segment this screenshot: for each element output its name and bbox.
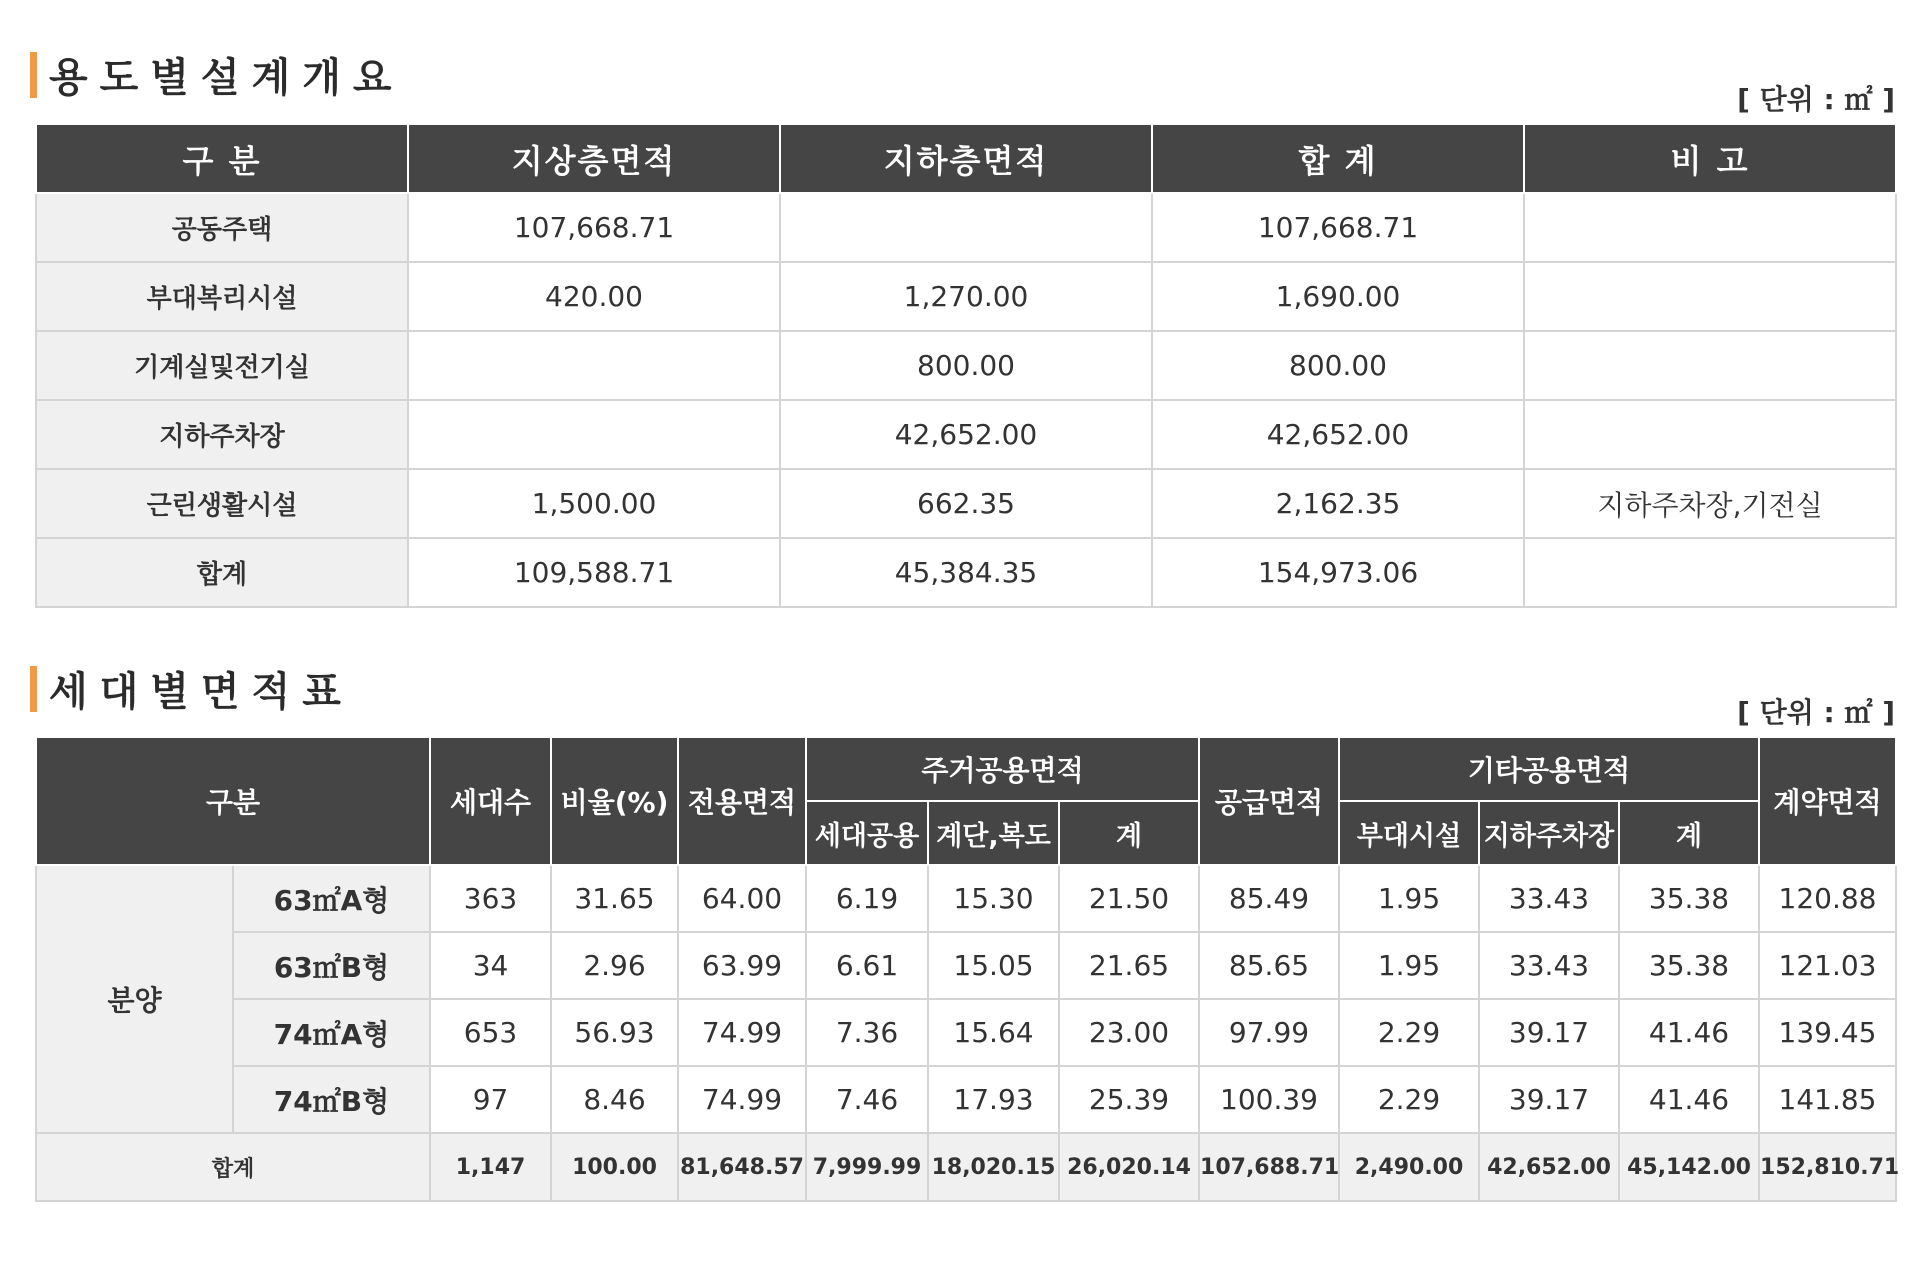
- usage-design-overview-table: [35, 123, 1897, 608]
- section1-unit: [ 단위 : ㎡ ]: [1737, 83, 1895, 116]
- cell: 2,490.00: [1339, 1133, 1479, 1201]
- cell: 74.99: [678, 1066, 806, 1133]
- cell: 15.64: [928, 999, 1059, 1066]
- cell: 64.00: [678, 865, 806, 932]
- cell: 25.39: [1059, 1066, 1199, 1133]
- section2-unit: [ 단위 : ㎡ ]: [1737, 696, 1895, 729]
- cell: [408, 331, 780, 400]
- cell: 6.61: [806, 932, 928, 999]
- cell: 97: [430, 1066, 551, 1133]
- cell: 41.46: [1619, 1066, 1759, 1133]
- cell: 23.00: [1059, 999, 1199, 1066]
- section2-title: [30, 660, 353, 717]
- cell: 15.30: [928, 865, 1059, 932]
- table-row-total: [36, 1133, 1896, 1201]
- header-oc-parking: 지하주차장: [1479, 801, 1619, 865]
- cell: 100.00: [551, 1133, 678, 1201]
- cell: 2,162.35: [1152, 469, 1524, 538]
- cell: 2.29: [1339, 1066, 1479, 1133]
- cell: 800.00: [1152, 331, 1524, 400]
- cell: [1524, 331, 1896, 400]
- table-row: [36, 262, 1896, 331]
- cell: 107,668.71: [1152, 193, 1524, 262]
- cell: 152,810.71: [1759, 1133, 1896, 1201]
- cell: 33.43: [1479, 932, 1619, 999]
- group-label: 분양: [36, 865, 233, 1133]
- cell: 35.38: [1619, 932, 1759, 999]
- cell: 100.39: [1199, 1066, 1339, 1133]
- cell: 63.99: [678, 932, 806, 999]
- row-label: 지하주차장: [36, 400, 408, 469]
- table-row: [36, 400, 1896, 469]
- cell: 33.43: [1479, 865, 1619, 932]
- table-row: [36, 331, 1896, 400]
- header-gubun: 구분: [36, 737, 430, 865]
- row-label: 합계: [36, 538, 408, 607]
- header-supply-area: 공급면적: [1199, 737, 1339, 865]
- cell: 31.65: [551, 865, 678, 932]
- header-remarks: 비 고: [1524, 124, 1896, 193]
- cell: 107,668.71: [408, 193, 780, 262]
- cell: 7.36: [806, 999, 928, 1066]
- total-label: 합계: [36, 1133, 430, 1201]
- section2-title-text: 세대별면적표: [49, 669, 353, 715]
- unit-type: 63㎡A형: [233, 865, 430, 932]
- table-header-row: [36, 737, 1896, 801]
- cell: 97.99: [1199, 999, 1339, 1066]
- cell: 74.99: [678, 999, 806, 1066]
- cell: 6.19: [806, 865, 928, 932]
- cell: [1524, 400, 1896, 469]
- header-ratio: 비율(%): [551, 737, 678, 865]
- cell: 35.38: [1619, 865, 1759, 932]
- cell: 15.05: [928, 932, 1059, 999]
- header-oc-facility: 부대시설: [1339, 801, 1479, 865]
- cell: 121.03: [1759, 932, 1896, 999]
- unit-type: 74㎡A형: [233, 999, 430, 1066]
- table-row: [36, 1066, 1896, 1133]
- header-above-ground: 지상층면적: [408, 124, 780, 193]
- header-gubun: 구 분: [36, 124, 408, 193]
- cell: 107,688.71: [1199, 1133, 1339, 1201]
- cell: 120.88: [1759, 865, 1896, 932]
- section1-title: [30, 46, 403, 103]
- cell: 85.65: [1199, 932, 1339, 999]
- cell: 45,384.35: [780, 538, 1152, 607]
- table-row: [36, 469, 1896, 538]
- cell: 45,142.00: [1619, 1133, 1759, 1201]
- cell: 1,270.00: [780, 262, 1152, 331]
- cell: [408, 400, 780, 469]
- row-label: 공동주택: [36, 193, 408, 262]
- cell: 39.17: [1479, 999, 1619, 1066]
- cell: 42,652.00: [780, 400, 1152, 469]
- cell: 2.96: [551, 932, 678, 999]
- row-label: 근린생활시설: [36, 469, 408, 538]
- cell: 139.45: [1759, 999, 1896, 1066]
- cell: [780, 193, 1152, 262]
- cell: 662.35: [780, 469, 1152, 538]
- cell: 39.17: [1479, 1066, 1619, 1133]
- cell: 1,500.00: [408, 469, 780, 538]
- header-residential-common: 주거공용면적: [806, 737, 1199, 801]
- cell: 653: [430, 999, 551, 1066]
- table-row: [36, 999, 1896, 1066]
- row-label: 부대복리시설: [36, 262, 408, 331]
- cell: 1,147: [430, 1133, 551, 1201]
- cell: 21.50: [1059, 865, 1199, 932]
- cell: 42,652.00: [1152, 400, 1524, 469]
- cell: 1,690.00: [1152, 262, 1524, 331]
- header-other-common: 기타공용면적: [1339, 737, 1759, 801]
- unit-type: 74㎡B형: [233, 1066, 430, 1133]
- header-rc-sum: 계: [1059, 801, 1199, 865]
- title-accent-bar: [30, 666, 37, 712]
- cell: 34: [430, 932, 551, 999]
- cell: [1524, 262, 1896, 331]
- cell: 17.93: [928, 1066, 1059, 1133]
- cell: 8.46: [551, 1066, 678, 1133]
- cell: 7.46: [806, 1066, 928, 1133]
- title-accent-bar: [30, 52, 37, 98]
- cell: 7,999.99: [806, 1133, 928, 1201]
- cell: 363: [430, 865, 551, 932]
- header-rc-stairs: 계단,복도: [928, 801, 1059, 865]
- cell: 154,973.06: [1152, 538, 1524, 607]
- section1-title-text: 용도별설계개요: [49, 55, 404, 101]
- header-total: 합 계: [1152, 124, 1524, 193]
- header-underground: 지하층면적: [780, 124, 1152, 193]
- cell: 18,020.15: [928, 1133, 1059, 1201]
- unit-type: 63㎡B형: [233, 932, 430, 999]
- household-area-table: [35, 736, 1900, 1202]
- cell: 420.00: [408, 262, 780, 331]
- row-label: 기계실및전기실: [36, 331, 408, 400]
- cell: 109,588.71: [408, 538, 780, 607]
- cell: 85.49: [1199, 865, 1339, 932]
- cell: 141.85: [1759, 1066, 1896, 1133]
- cell: 41.46: [1619, 999, 1759, 1066]
- cell: 2.29: [1339, 999, 1479, 1066]
- cell: 21.65: [1059, 932, 1199, 999]
- cell: 800.00: [780, 331, 1152, 400]
- table-row: [36, 865, 1896, 932]
- table-row: [36, 193, 1896, 262]
- cell: 지하주차장,기전실: [1524, 469, 1896, 538]
- header-rc-household: 세대공용: [806, 801, 928, 865]
- header-households: 세대수: [430, 737, 551, 865]
- header-exclusive-area: 전용면적: [678, 737, 806, 865]
- table-header-row: [36, 124, 1896, 193]
- table-row: [36, 932, 1896, 999]
- cell: 81,648.57: [678, 1133, 806, 1201]
- cell: 26,020.14: [1059, 1133, 1199, 1201]
- cell: 56.93: [551, 999, 678, 1066]
- header-oc-sum: 계: [1619, 801, 1759, 865]
- header-contract-area: 계약면적: [1759, 737, 1896, 865]
- cell: 1.95: [1339, 865, 1479, 932]
- cell: 1.95: [1339, 932, 1479, 999]
- cell: [1524, 193, 1896, 262]
- cell: 42,652.00: [1479, 1133, 1619, 1201]
- cell: [1524, 538, 1896, 607]
- table-row-total: [36, 538, 1896, 607]
